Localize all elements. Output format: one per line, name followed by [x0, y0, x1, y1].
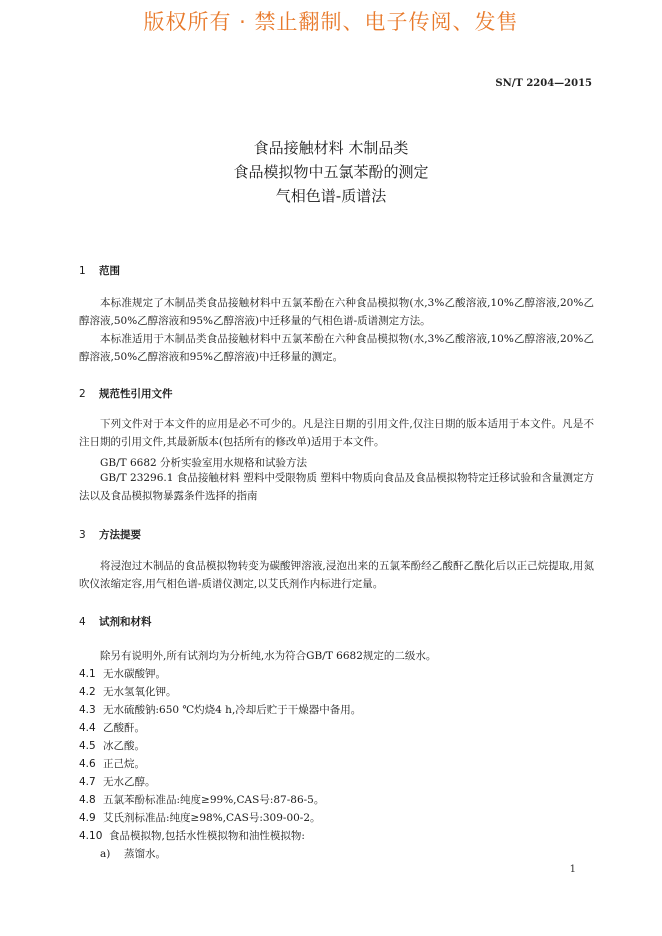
item-text: 正己烷。: [103, 758, 145, 770]
reference-gbt-6682: GB/T 6682 分析实验室用水规格和试验方法: [100, 457, 308, 469]
section-1-paragraph-1: 本标准规定了木制品类食品接触材料中五氯苯酚在六种食品模拟物(水,3%乙酸溶液,10%乙醇溶液,20%乙醇溶液,50%乙醇溶液和95%乙醇溶液)中迁移量的气相色谱-质谱测定方法。: [79, 297, 594, 327]
item-text: 艾氏剂标准品:纯度≥98%,CAS号:309-00-2。: [103, 812, 321, 824]
item-text: 无水氢氧化钾。: [103, 686, 177, 698]
standard-code: SN/T 2204—2015: [495, 78, 592, 89]
item-text: 五氯苯酚标准品:纯度≥99%,CAS号:87-86-5。: [103, 794, 325, 806]
section-1-paragraph-2: 本标准适用于木制品类食品接触材料中五氯苯酚在六种食品模拟物(水,3%乙酸溶液,10%乙醇溶液,20%乙醇溶液,50%乙醇溶液和95%乙醇溶液)中迁移量的测定。: [79, 333, 594, 363]
item-number: 4.6: [79, 758, 96, 770]
item-text: 冰乙酸。: [103, 740, 145, 752]
item-number: 4.9: [79, 812, 96, 824]
section-1-heading: [79, 263, 120, 278]
list-item: [79, 756, 145, 771]
sub-item-text: 蒸馏水。: [124, 848, 166, 860]
item-number: 4.7: [79, 776, 96, 788]
section-3-heading: [79, 527, 141, 542]
list-item: [79, 738, 145, 753]
list-item: [79, 666, 166, 681]
title-line-2: 食品模拟物中五氯苯酚的测定: [233, 163, 429, 181]
watermark: 版权所有 · 禁止翻制、电子传阅、发售: [143, 10, 519, 34]
list-item: [79, 810, 321, 825]
section-number: 3: [79, 529, 86, 541]
item-text: 无水碳酸钾。: [103, 668, 166, 680]
item-number: 4.2: [79, 686, 96, 698]
list-item: [79, 792, 324, 807]
section-3-paragraph-1: 将浸泡过木制品的食品模拟物转变为碳酸钾溶液,浸泡出来的五氯苯酚经乙酸酐乙酰化后以正己烷提取,用氮吹仪浓缩定容,用气相色谱-质谱仪测定,以艾氏剂作内标进行定量。: [79, 560, 594, 590]
list-item: [79, 702, 361, 717]
section-4-intro: 除另有说明外,所有试剂均为分析纯,水为符合GB/T 6682规定的二级水。: [100, 650, 437, 662]
section-2-paragraph-1: 下列文件对于本文件的应用是必不可少的。凡是注日期的引用文件,仅注日期的版本适用于本文件。凡是不注日期的引用文件,其最新版本(包括所有的修改单)适用于本文件。: [79, 418, 594, 448]
item-number: 4.5: [79, 740, 96, 752]
title-line-1: 食品接触材料 木制品类: [253, 139, 409, 157]
page-number: 1: [569, 864, 576, 875]
section-title: 试剂和材料: [99, 616, 152, 628]
item-number: 4.1: [79, 668, 96, 680]
list-item: [79, 720, 145, 735]
section-title: 范围: [99, 265, 120, 277]
section-number: 4: [79, 616, 86, 628]
item-text: 乙酸酐。: [103, 722, 145, 734]
section-title: 方法提要: [99, 529, 141, 541]
item-number: 4.4: [79, 722, 96, 734]
section-number: 1: [79, 265, 86, 277]
section-number: 2: [79, 388, 86, 400]
item-text: 食品模拟物,包括水性模拟物和油性模拟物:: [109, 830, 305, 842]
item-number: 4.3: [79, 704, 96, 716]
section-2-heading: [79, 386, 173, 401]
item-number: 4.10: [79, 830, 103, 842]
section-title: 规范性引用文件: [99, 388, 173, 400]
list-item: [79, 774, 156, 789]
list-item: [79, 684, 177, 699]
section-4-heading: [79, 614, 152, 629]
sub-item-label: a): [100, 848, 111, 860]
title-line-3: 气相色谱-质谱法: [275, 187, 387, 205]
item-number: 4.8: [79, 794, 96, 806]
list-item: [79, 828, 305, 843]
item-text: 无水乙醇。: [103, 776, 156, 788]
item-text: 无水硫酸钠:650 ℃灼烧4 h,冷却后贮于干燥器中备用。: [103, 704, 362, 716]
reference-gbt-23296-1: GB/T 23296.1 食品接触材料 塑料中受限物质 塑料中物质向食品及食品模拟物特定迁移试验和含量测定方法以及食品模拟物暴露条件选择的指南: [79, 472, 594, 502]
sub-item-a: [100, 846, 166, 861]
